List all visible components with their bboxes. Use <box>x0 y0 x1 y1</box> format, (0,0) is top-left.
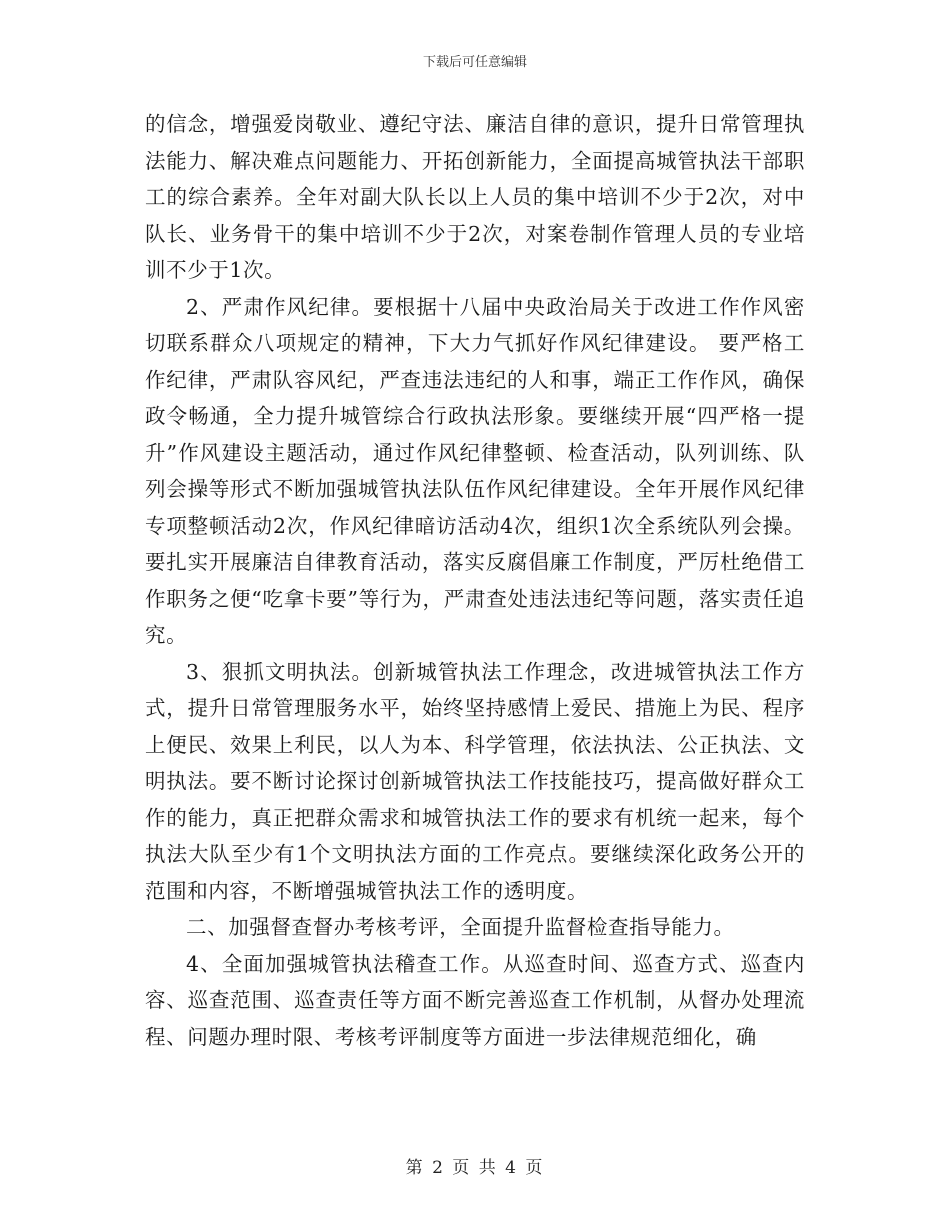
section-heading-supervision: 二、加强督查督办考核考评，全面提升监督检查指导能力。 <box>186 915 735 939</box>
page-number-footer: 第 2 页 共 4 页 <box>405 1158 545 1178</box>
paragraph-inspection: 4、全面加强城管执法稽查工作。从巡查时间、巡查方式、巡查内容、巡查范围、巡查责任等方面不断完善巡查工作机制，从督办处理流程、问题办理时限、考核考评制度等方面进一步法律规范细化，确 <box>145 951 805 1049</box>
page-header: 下载后可任意编辑 <box>422 55 527 70</box>
paragraph-training-continuation: 的信念，增强爱岗敬业、遵纪守法、廉洁自律的意识，提升日常管理执法能力、解决难点问题能力、开拓创新能力，全面提高城管执法干部职工的综合素养。全年对副大队长以上人员的集中培训不少于2次，对中队长、业务骨干的集中培训不少于2次，对案卷制作管理人员的专业培训不少于1次。 <box>145 112 805 282</box>
paragraph-discipline: 2、严肃作风纪律。要根据十八届中央政治局关于改进工作作风密切联系群众八项规定的精神，下大力气抓好作风纪律建设。 要严格工作纪律，严肃队容风纪，严查违法违纪的人和事，端正工作作风，确保政令畅通，全力提升城管综合行政执法形象。要继续开展“四严格一提升”作风建设主题活动，通过作风纪律整顿、检查活动，队列训练、队列会操等形式不断加强城管执法队伍作风纪律建设。全年开展作风纪律专项整顿活动2次，作风纪律暗访活动4次，组织1次全系统队列会操。要扎实开展廉洁自律教育活动，落实反腐倡廉工作制度，严厉杜绝借工作职务之便“吃拿卡要”等行为，严肃查处违法违纪等问题，落实责任追究。 <box>145 294 805 647</box>
document-body <box>145 106 805 1055</box>
paragraph-civil-enforcement: 3、狠抓文明执法。创新城管执法工作理念，改进城管执法工作方式，提升日常管理服务水平，始终坚持感情上爱民、措施上为民、程序上便民、效果上利民，以人为本、科学管理，依法执法、公正执法、文明执法。要不断讨论探讨创新城管执法工作技能技巧，提高做好群众工作的能力，真正把群众需求和城管执法工作的要求有机统一起来，每个执法大队至少有1个文明执法方面的工作亮点。要继续深化政务公开的范围和内容，不断增强城管执法工作的透明度。 <box>145 659 805 903</box>
